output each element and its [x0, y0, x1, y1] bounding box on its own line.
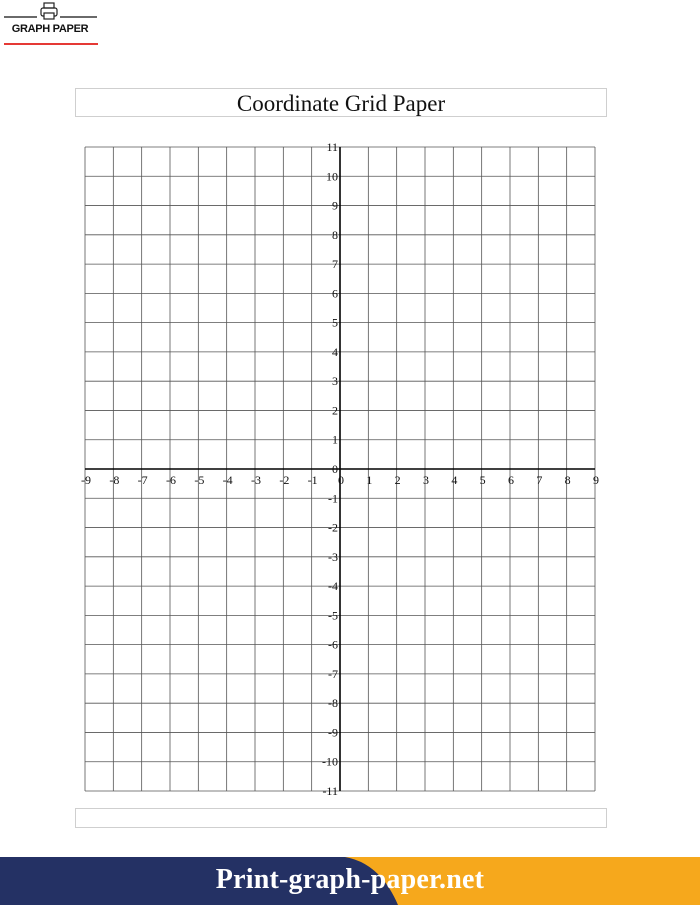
x-axis-tick-label: -6 — [166, 473, 176, 487]
x-axis-tick-label: 0 — [338, 473, 344, 487]
x-axis-tick-label: 9 — [593, 473, 599, 487]
y-axis-tick-label: 5 — [332, 315, 338, 330]
y-axis-tick-label: -6 — [328, 637, 338, 652]
x-axis-tick-label: -3 — [251, 473, 261, 487]
y-axis-tick-label: 6 — [332, 286, 338, 301]
y-axis-tick-label: -7 — [328, 666, 338, 681]
y-axis-tick-label: -8 — [328, 696, 338, 711]
x-axis-tick-label: 7 — [536, 473, 543, 487]
y-axis-tick-label: 10 — [326, 169, 338, 184]
x-axis-tick-label: 3 — [423, 473, 429, 487]
x-axis-tick-label: -1 — [307, 473, 318, 487]
axes — [85, 147, 595, 791]
y-axis-tick-label: 9 — [332, 198, 338, 213]
x-axis-tick-label: 2 — [394, 473, 401, 487]
y-axis-tick-label: 8 — [332, 227, 338, 242]
x-axis-tick-label: -4 — [222, 473, 233, 487]
x-axis-tick-label: -2 — [279, 473, 290, 487]
x-axis-tick-label: -7 — [137, 473, 148, 487]
page-title: Coordinate Grid Paper — [75, 88, 607, 117]
y-axis-tick-label: -2 — [328, 520, 338, 535]
y-axis-tick-label: 1 — [332, 432, 338, 447]
x-axis-tick-label: -5 — [194, 473, 205, 487]
y-axis-tick-label: 7 — [332, 257, 338, 272]
y-axis-tick-label: -4 — [328, 579, 338, 594]
x-axis-tick-label: 8 — [564, 473, 571, 487]
footer-note-box — [75, 808, 607, 828]
x-axis-tick-label: -8 — [109, 473, 120, 487]
y-axis-tick-label: -9 — [328, 725, 338, 740]
y-axis-tick-label: -1 — [328, 491, 338, 506]
x-axis-tick-label: -9 — [81, 473, 91, 487]
y-axis-tick-label: 4 — [332, 344, 338, 359]
y-axis-tick-label: 2 — [332, 403, 338, 418]
y-axis-tick-label: 0 — [332, 462, 338, 476]
x-axis-labels — [81, 473, 599, 487]
y-axis-tick-label: 3 — [332, 374, 338, 389]
y-axis-tick-label: -5 — [328, 608, 338, 623]
y-axis-tick-label: -3 — [328, 549, 338, 564]
y-axis-tick-label: -10 — [322, 754, 338, 769]
x-axis-tick-label: 4 — [451, 473, 458, 487]
logo-text: GRAPH PAPER — [11, 23, 89, 35]
y-axis-tick-label: 11 — [326, 140, 338, 154]
x-axis-tick-label: 6 — [508, 473, 514, 487]
y-axis-tick-label: -11 — [322, 784, 338, 798]
x-axis-tick-label: 1 — [366, 473, 373, 487]
footer-banner-text[interactable]: Print-graph-paper.net — [215, 864, 485, 895]
x-axis-tick-label: 5 — [479, 473, 486, 487]
